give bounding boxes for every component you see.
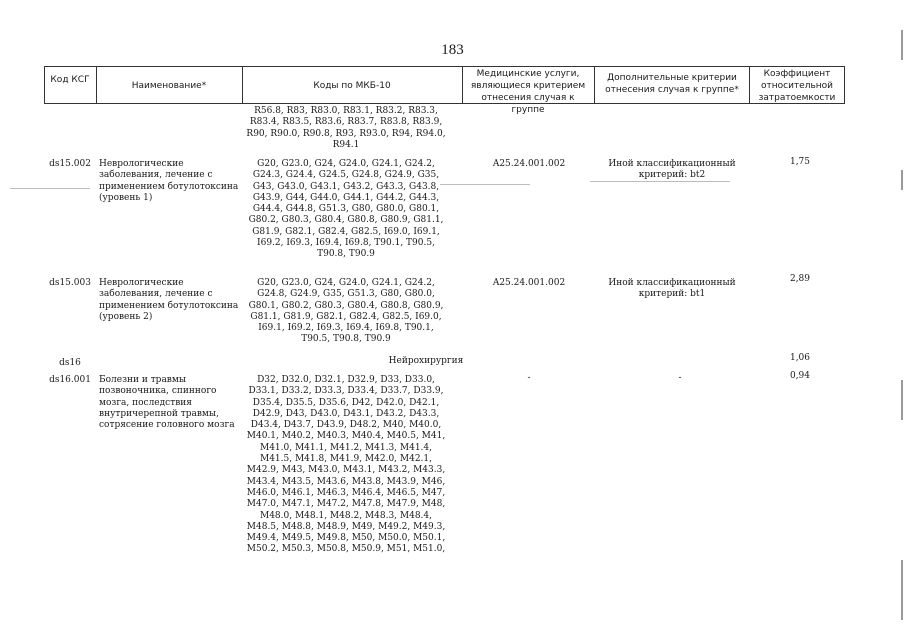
- row-continuation-mkb: R56.8, R83, R83.0, R83.1, R83.2, R83.3, R83.4, R83.5, R83.6, R83.7, R83.8, R83.9, R90, R90.0, R90.8, R93, R93.0, R94, R94.0, R94.1: [246, 106, 446, 150]
- margin-mark: [901, 380, 903, 420]
- row-ds15-002-criteria: Иной классификационный критерий: bt2: [608, 159, 736, 181]
- margin-mark: [901, 30, 903, 60]
- row-ds16-001-name: Болезни и травмы позвоночника, спинного мозга, последствия внутричерепной травмы, сотрясение головного мозга: [99, 375, 235, 431]
- row-ds15-003-service: A25.24.001.002: [492, 278, 566, 288]
- header-divider: [594, 66, 595, 104]
- header-services: Медицинские услуги, являющиеся критерием отнесения случая к группе: [470, 69, 586, 115]
- page-number: 183: [441, 42, 464, 58]
- header-criteria: Дополнительные критерии отнесения случая к группе*: [605, 73, 739, 95]
- row-ds16-001-criteria: -: [678, 373, 682, 383]
- scan-smudge: [590, 181, 730, 182]
- header-code: Код КСГ: [50, 75, 90, 85]
- row-ds16-coefficient: 1,06: [789, 353, 811, 363]
- row-ds15-003-mkb: G20, G23.0, G24, G24.0, G24.1, G24.2, G24.8, G24.9, G35, G51.3, G80, G80.0, G80.1, G80.2, G80.3, G80.4, G80.8, G80.9, G81.1, G81.9, G82.1, G82.4, G82.5, I69.0, I69.1, I69.2, I69.3, I69.4, I69.8, T90.1, T90.5, T90.8, T90.9: [248, 278, 444, 345]
- header-top-border: [44, 66, 844, 67]
- row-ds16-001-code: ds16.001: [49, 375, 91, 385]
- header-divider: [749, 66, 750, 104]
- row-ds15-002-coefficient: 1,75: [789, 157, 811, 167]
- row-ds15-003-coefficient: 2,89: [789, 274, 811, 284]
- row-ds16-section-title: Нейрохирургия: [388, 356, 464, 366]
- row-ds16-001-coefficient: 0,94: [789, 371, 811, 381]
- row-ds15-002-mkb: G20, G23.0, G24, G24.0, G24.1, G24.2, G24.3, G24.4, G24.5, G24.8, G24.9, G35, G43, G43.0, G43.1, G43.2, G43.3, G43.8, G43.9, G44, G44.0, G44.1, G44.2, G44.3, G44.4, G44.8, G51.3, G80, G80.0, G80.1, G80.2, G80.3, G80.4, G80.8, G80.9, G81.1, G81.9, G82.1, G82.4, G82.5, I69.0, I69.1, I69.2, I69.3, I69.4, I69.8, T90.1, T90.5, T90.8, T90.9: [248, 159, 444, 260]
- row-ds15-003-criteria: Иной классификационный критерий: bt1: [608, 278, 736, 300]
- header-coefficient: Коэффициент относительной затратоемкости: [758, 69, 836, 103]
- header-name: Наименование*: [131, 81, 207, 91]
- header-mkb: Коды по МКБ-10: [313, 81, 391, 91]
- scan-smudge: [440, 184, 530, 185]
- scan-smudge: [10, 188, 90, 189]
- row-ds15-002-service: A25.24.001.002: [492, 159, 566, 169]
- row-ds15-003-name: Неврологические заболевания, лечение с применением ботулотоксина (уровень 2): [99, 278, 239, 322]
- row-ds15-002-code: ds15.002: [49, 159, 91, 169]
- header-divider: [844, 66, 845, 104]
- margin-mark: [901, 170, 903, 190]
- header-divider: [462, 66, 463, 104]
- row-ds16-001-mkb: D32, D32.0, D32.1, D32.9, D33, D33.0, D33.1, D33.2, D33.3, D33.4, D33.7, D33.9, D35.4, D35.5, D35.6, D42, D42.0, D42.1, D42.9, D43, D43.0, D43.1, D43.2, D43.3, D43.4, D43.7, D43.9, D48.2, M40, M40.0, M40.1, M40.2, M40.3, M40.4, M40.5, M41, M41.0, M41.1, M41.2, M41.3, M41.4, M41.5, M41.8, M41.9, M42.0, M42.1, M42.9, M43, M43.0, M43.1, M43.2, M43.3, M43.4, M43.5, M43.6, M43.8, M43.9, M46, M46.0, M46.1, M46.3, M46.4, M46.5, M47, M47.0, M47.1, M47.2, M47.8, M47.9, M48, M48.0, M48.1, M48.2, M48.3, M48.4, M48.5, M48.8, M48.9, M49, M49.2, M49.3, M49.4, M49.5, M49.8, M50, M50.0, M50.1, M50.2, M50.3, M50.8, M50.9, M51, M51.0,: [246, 375, 446, 555]
- row-ds15-002-name: Неврологические заболевания, лечение с применением ботулотоксина (уровень 1): [99, 159, 239, 203]
- row-ds15-003-code: ds15.003: [49, 278, 91, 288]
- row-ds16-001-service: -: [527, 373, 531, 383]
- row-ds16-code: ds16: [59, 358, 81, 368]
- header-bottom-border: [44, 103, 844, 104]
- margin-mark: [901, 560, 903, 620]
